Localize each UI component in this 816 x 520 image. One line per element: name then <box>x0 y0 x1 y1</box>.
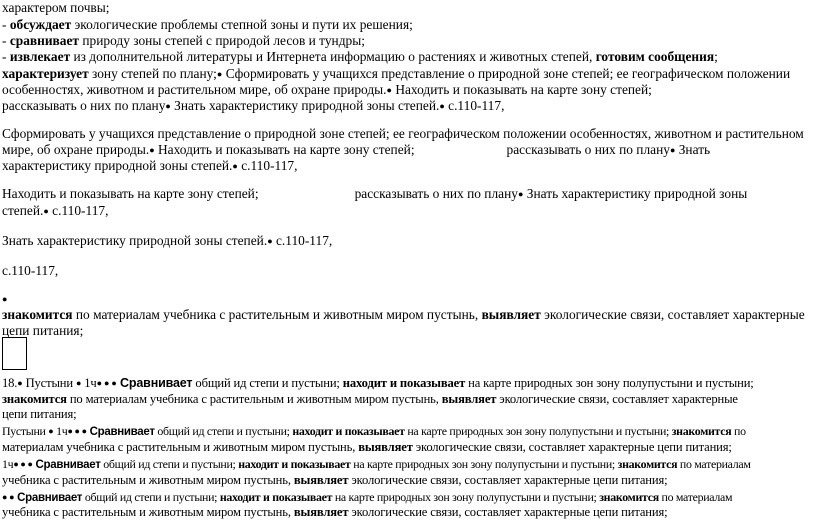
bullet-icon: ● <box>439 101 445 111</box>
bullet-icons: ● ● ● <box>96 378 117 388</box>
text-line: степей.● с.110-117, <box>2 203 109 218</box>
bullet-icons: ● ● ● <box>13 459 33 469</box>
text-line: Находить и показывать на карте зону степей; рассказывать о них по плану● Знать характеристику природной зоны <box>2 186 748 201</box>
text-line: с.110-117, <box>2 263 59 278</box>
bullet-icon: ● <box>48 426 54 436</box>
text-line: Сформировать у учащихся представление о природной зоне степей; ее географическом положении особенностях, животном и растительном <box>2 126 804 141</box>
text-line: мире, об охране природы.● Находить и показывать на карте зону степей; рассказывать о них по плану● Знать <box>2 142 711 157</box>
text-line: учебника с растительным и животным миром пустынь, выявляет экологические связи, составляет характерные цепи питания; <box>2 505 668 519</box>
empty-checkbox-frame <box>2 337 27 370</box>
bullet-icon: ● <box>2 294 8 304</box>
bullet-icon: ● <box>669 145 676 155</box>
text-line: учебника с растительным и животным миром пустынь, выявляет экологические связи, составляет характерные цепи питания; <box>2 473 668 487</box>
text-line: 1ч● ● ● Сравнивает общий ид степи и пустыни; находит и показывает на карте природных зон зону полупустыни и пустыни; знакомится по материалам <box>2 457 751 471</box>
bullet-icon: ● <box>232 161 238 171</box>
text-line <box>2 291 7 308</box>
bullet-icons: ● ● ● <box>67 426 87 436</box>
text-line: - обсуждает экологические проблемы степной зоны и пути их решения; <box>2 17 413 32</box>
text-line: характером почвы; <box>2 0 110 15</box>
text-line: ● ● Сравнивает общий ид степи и пустыни; находит и показывает на карте природных зон зону полупустыни и пустыни; знакомится по материалам <box>2 490 733 504</box>
text-line: цепи питания; <box>2 323 84 338</box>
bullet-icon: ● <box>43 206 49 216</box>
text-line: материалам учебника с растительным и животным миром пустынь, выявляет экологические связи, составляет характерные цепи питания; <box>2 440 732 454</box>
text-line: - извлекает из дополнительной литературы и Интернета информацию о растениях и животных степей, готовим сообщения; <box>2 49 718 64</box>
bullet-icon: ● <box>267 236 273 246</box>
bullet-icon: ● <box>75 378 82 388</box>
text-line: знакомится по материалам учебника с растительным и животным миром пустынь, выявляет экологические связи, составляет характерные <box>2 392 738 406</box>
text-line: цепи питания; <box>2 407 77 421</box>
text-line: - сравнивает природу зоны степей с природой лесов и тундры; <box>2 33 365 48</box>
text-line: характеризует зону степей по плану;● Сформировать у учащихся представление о природной зоне степей; ее географическом положении <box>2 66 791 81</box>
bullet-icon: ● <box>517 189 524 199</box>
text-line: особенностях, животном и растительном мире, об охране природы.● Находить и показывать на карте зону степей; <box>2 82 652 97</box>
bullet-icon: ● <box>17 378 23 388</box>
text-line: рассказывать о них по плану● Знать характеристику природной зоны степей.● с.110-117, <box>2 98 505 113</box>
bullet-icons: ● ● <box>2 492 15 502</box>
text-line: характеристику природной зоны степей.● с.110-117, <box>2 158 298 173</box>
text-line: знакомится по материалам учебника с растительным и животным миром пустынь, выявляет экологические связи, составляет характерные <box>2 307 805 322</box>
text-line: 18.● Пустыни ● 1ч● ● ● Сравнивает общий ид степи и пустыни; находит и показывает на карте природных зон зону полупустыни и пустыни; <box>2 376 754 390</box>
bullet-icon: ● <box>386 85 392 95</box>
bullet-icon: ● <box>149 145 155 155</box>
text-line: Знать характеристику природной зоны степей.● с.110-117, <box>2 233 333 248</box>
bullet-icon: ● <box>216 69 223 79</box>
bullet-icon: ● <box>165 101 171 111</box>
text-line: Пустыни ● 1ч● ● ● Сравнивает общий ид степи и пустыни; находит и показывает на карте природных зон зону полупустыни и пустыни; знакомится по <box>2 424 746 438</box>
